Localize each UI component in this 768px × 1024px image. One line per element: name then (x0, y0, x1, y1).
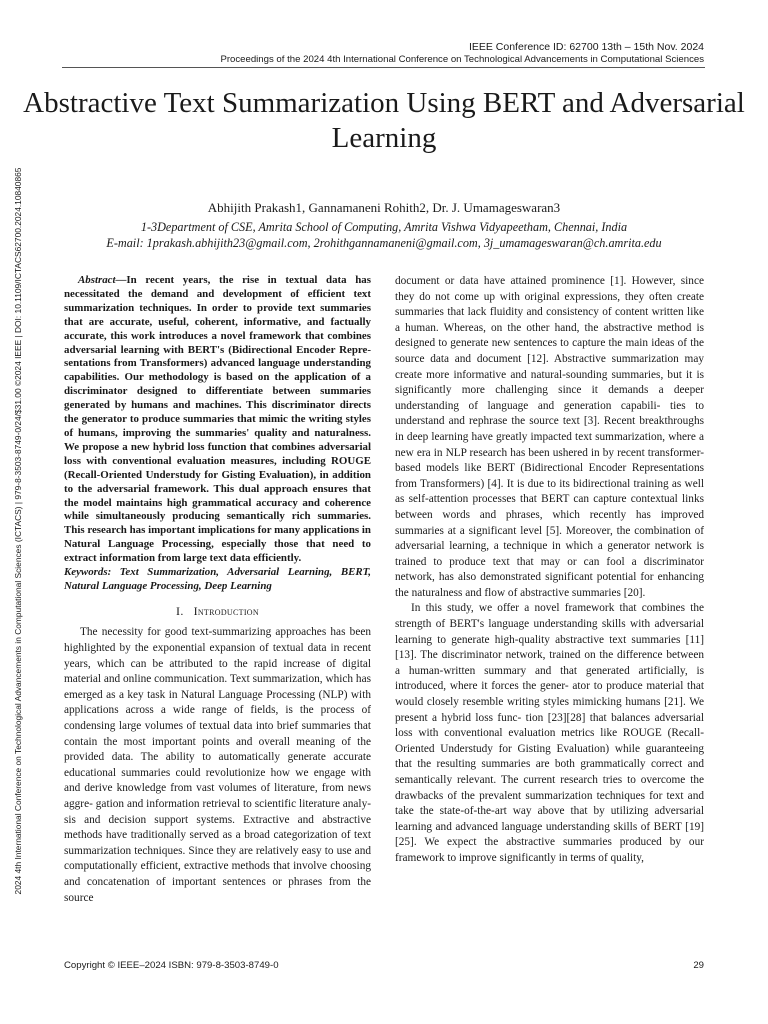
author-emails: E-mail: 1prakash.abhijith23@gmail.com, 2rohithgannamaneni@gmail.com, 3j_umamageswaran@ch.amrita.edu (106, 236, 662, 250)
intro-paragraph-2: In this study, we offer a novel framework that combines the strength of BERT's language understanding skills with adversarial learning to generate high-quality abstractive text summaries [11][13]. The discriminator network, trained on the difference between a human-written summary and that generated artificially, is introduced, where it forces the gener- ator to produce material that would closely resemble writing styles mimicking humans [21]. We present a hybrid loss func- tion [23][28] that balances adversarial loss with conventional evaluation metrics like ROUGE (Recall-Oriented Understudy for Gisting Evaluation) while guaranteeing that the resulting summaries are both grammatically correct and semantically relevant. The current research tries to overcome the drawbacks of the prevalent summarization techniques for text and take the state-of-the-art way above that by utilizing adversarial learning and advanced language understanding skills of BERT [19] [25]. We expect the abstractive summaries produced by our framework to improve significantly in terms of quality, (395, 602, 704, 864)
keywords (64, 566, 371, 594)
conference-id-line: IEEE Conference ID: 62700 13th – 15th Nov. 2024 (468, 41, 704, 53)
footer-copyright: Copyright © IEEE–2024 ISBN: 979-8-3503-8749-0 (64, 960, 279, 971)
author-list: Abhijith Prakash1, Gannamaneni Rohith2, Dr. J. Umamageswaran3 (207, 200, 561, 215)
proceedings-line: Proceedings of the 2024 4th International Conference on Technological Advancements in Computational Sciences (220, 54, 704, 65)
abstract-text: —In recent years, the rise in textual data has necessitated the demand and development of efficient text summarization techniques. In order to provide text summaries that are accurate, useful, coherent, informative, and factually accurate, this work introduces a novel framework that combines adversarial learning with BERT's (Bidirectional Encoder Repre-sentations from Transformers) advanced language understanding capabilities. Our methodology is based on the application of a discriminator designed to differentiate between summaries generated by humans and machines. This discriminator directs the generator to produce summaries that mimic the writing styles of humans, improving the summaries' quality and naturalness. We propose a new hybrid loss function that combines adversarial loss with conventional evaluation measures, including ROUGE (Recall-Oriented Understudy for Gisting Evaluation), in addition to the adversarial framework. This dual approach ensures that the model maintains high grammatical accuracy and coherence while simultaneously producing semantically rich summaries. This research has important implications for many applications in Natural Language Processing, especially those that need to extract information from large text data efficiently. (64, 274, 371, 565)
intro-paragraph-1-continued: document or data have attained prominence [1]. However, since they do not come up with original expressions, they often create summaries that lack fluidity and consistency of content written like a human. Whereas, on the other hand, the abstractive method is designed to generate new sentences to capture the main ideas of the source data and document [12]. Abstractive summarization may create more informative and natural-sounding summaries, but it is significantly more challenging since it demands a deeper understanding of language and generation capabili- ties to understand and rephrase the source text [3]. Recent breakthroughs in deep learning have greatly impacted text summarization, where a new era in NLP research has been ushered in by recent transformer-based models like BERT (Bidirectional Encoder Representations from Transformers) [4]. It is due to its bidirectional training as well as self-attention processes that BERT can capture contextual links between words and phrases, which recently has improved summaries at a significant level [5]. Moreover, the combination of adversarial learning, a technique in which a generator network is trained to produce text that may or can fool a discriminator network, has also demonstrated significant potential for enhancing the naturalness and flow of abstractive summaries [20]. (395, 275, 704, 599)
page-number: 29 (693, 960, 704, 971)
keywords-label: Keywords: (64, 566, 112, 579)
abstract (64, 274, 371, 566)
left-column (64, 274, 371, 906)
section-numeral: I. (176, 603, 184, 618)
doi-sidebar: 2024 4th International Conference on Technological Advancements in Computational Sciences (ICTACS) | 979-8-3503-8749-0/24/$31.00 ©2024 IEEE | DOI: 10.1109/ICTACS62700.2024.10840865 (13, 167, 23, 895)
abstract-label: Abstract (78, 274, 116, 286)
right-column (395, 274, 704, 867)
header-rule (62, 67, 705, 68)
keywords-text: Text Summarization, Adversarial Learning, BERT, Natural Language Processing, Deep Learning (64, 566, 371, 592)
intro-paragraph-1: The necessity for good text-summarizing approaches has been highlighted by the exponential expansion of textual data in recent years, which can be attributed to the rapid increase of digital material and online communication. Text summarization, which has emerged as a key task in Natural Language Processing (NLP) with applications across a wide range of fields, is the process of condensing large volumes of textual data into brief summaries that contain the most important points and overall meaning of the provided data. The ability to automatically generate accurate educational summaries could revolutionize how we engage with and derive knowledge from vast volumes of literature, from news aggre- gation and information retrieval to scientific literature analy- sis and decision support systems. Extractive and abstractive methods have traditionally served as a broad categorization of text summarization techniques. Since they are relatively easy to use and computationally efficient, extractive methods that involve choosing and concatenation of important sentences or phrases from the source (64, 626, 371, 904)
section-heading-introduction (64, 604, 371, 620)
section-title: Introduction (193, 603, 259, 618)
author-affiliation: 1-3Department of CSE, Amrita School of Computing, Amrita Vishwa Vidyapeetham, Chennai, India (140, 220, 628, 234)
paper-title: Abstractive Text Summarization Using BERT and Adversarial Learning (23, 87, 745, 154)
